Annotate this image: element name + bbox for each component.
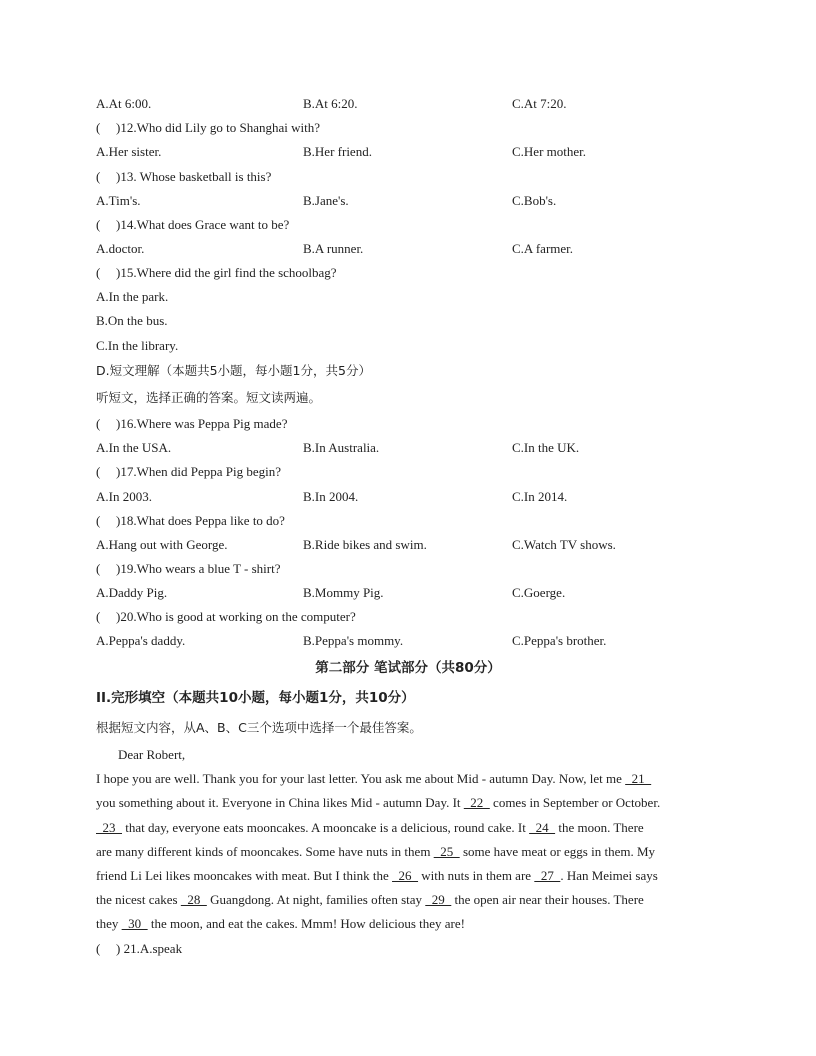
section-ii-instruction: 根据短文内容，从A、B、C三个选项中选择一个最佳答案。	[96, 720, 422, 735]
q15-option-a: A.In the park.	[96, 289, 169, 304]
answer-paren: (	[96, 217, 101, 232]
blank-21: 21	[625, 771, 652, 786]
blank-23: 23	[96, 820, 122, 835]
letter-text: the moon. There	[555, 820, 644, 835]
q11-option-c: C.At 7:20.	[512, 96, 567, 111]
letter-text: the moon, and eat the cakes. Mmm! How delicious they are!	[147, 916, 465, 931]
q13-option-c: C.Bob's.	[512, 193, 557, 208]
answer-paren: (	[96, 561, 101, 576]
q18-option-c: C.Watch TV shows.	[512, 537, 616, 552]
question-text: )15.Where did the girl find the schoolbag?	[116, 265, 337, 280]
q15-option-b: B.On the bus.	[96, 313, 168, 328]
question-20	[96, 609, 356, 625]
letter-line	[96, 820, 644, 836]
letter-line	[96, 916, 465, 932]
q19-option-c: C.Goerge.	[512, 585, 566, 600]
q11-option-b: B.At 6:20.	[303, 96, 358, 111]
blank-22: 22	[463, 795, 490, 810]
letter-text: they	[96, 916, 122, 931]
question-text: )13. Whose basketball is this?	[116, 169, 272, 184]
answer-paren: (	[96, 941, 101, 956]
q20-option-c: C.Peppa's brother.	[512, 633, 607, 648]
q19-option-a: A.Daddy Pig.	[96, 585, 168, 600]
q17-option-b: B.In 2004.	[303, 489, 359, 504]
blank-24: 24	[529, 820, 556, 835]
letter-text: some have meat or eggs in them. My	[459, 844, 656, 859]
letter-text: . Han Meimei says	[560, 868, 658, 883]
question-16	[96, 416, 287, 432]
question-text: )17.When did Peppa Pig begin?	[116, 464, 281, 479]
q20-option-a: A.Peppa's daddy.	[96, 633, 186, 648]
question-text: )12.Who did Lily go to Shanghai with?	[116, 120, 321, 135]
question-19	[96, 561, 281, 577]
answer-paren: (	[96, 120, 101, 135]
q14-option-b: B.A runner.	[303, 241, 364, 256]
answer-paren: (	[96, 169, 101, 184]
question-12	[96, 120, 320, 136]
q14-option-c: C.A farmer.	[512, 241, 574, 256]
letter-text: you something about it. Everyone in China likes Mid - autumn Day. It	[96, 795, 464, 810]
blank-30: 30	[121, 916, 148, 931]
letter-line	[96, 844, 655, 860]
blank-27: 27	[534, 868, 561, 883]
answer-paren: (	[96, 265, 101, 280]
question-21	[96, 941, 182, 957]
question-17	[96, 464, 281, 480]
q11-option-a: A.At 6:00.	[96, 96, 152, 111]
q19-option-b: B.Mommy Pig.	[303, 585, 384, 600]
answer-paren: (	[96, 416, 101, 431]
letter-line	[96, 868, 658, 884]
question-14	[96, 217, 289, 233]
q13-option-a: A.Tim's.	[96, 193, 141, 208]
letter-line	[96, 892, 644, 908]
letter-text: the open air near their houses. There	[451, 892, 644, 907]
letter-text: I hope you are well. Thank you for your last letter. You ask me about Mid - autumn Day. Now, let me	[96, 771, 626, 786]
letter-text: friend Li Lei likes mooncakes with meat. But I think the	[96, 868, 393, 883]
blank-26: 26	[392, 868, 419, 883]
q16-option-c: C.In the UK.	[512, 440, 580, 455]
q14-option-a: A.doctor.	[96, 241, 145, 256]
letter-text: are many different kinds of mooncakes. Some have nuts in them	[96, 844, 434, 859]
section-d-instruction: 听短文，选择正确的答案。短文读两遍。	[96, 390, 322, 405]
section-ii-title: II.完形填空（本题共10小题，每小题1分，共10分）	[96, 690, 415, 706]
q12-option-b: B.Her friend.	[303, 144, 372, 159]
q20-option-b: B.Peppa's mommy.	[303, 633, 404, 648]
blank-25: 25	[433, 844, 460, 859]
question-15	[96, 265, 337, 281]
q17-option-a: A.In 2003.	[96, 489, 152, 504]
q15-option-c: C.In the library.	[96, 338, 179, 353]
blank-29: 29	[425, 892, 452, 907]
question-text: )19.Who wears a blue T - shirt?	[116, 561, 281, 576]
question-18	[96, 513, 285, 529]
q18-option-a: A.Hang out with George.	[96, 537, 228, 552]
answer-paren: (	[96, 464, 101, 479]
question-text: ) 21.A.speak	[116, 941, 183, 956]
letter-text: that day, everyone eats mooncakes. A mooncake is a delicious, round cake. It	[122, 820, 530, 835]
section-d-title: D.短文理解（本题共5小题，每小题1分，共5分）	[96, 363, 371, 378]
question-text: )14.What does Grace want to be?	[116, 217, 290, 232]
part-two-title: 第二部分 笔试部分（共80分）	[315, 660, 501, 676]
q13-option-b: B.Jane's.	[303, 193, 349, 208]
answer-paren: (	[96, 609, 101, 624]
blank-28: 28	[180, 892, 207, 907]
letter-text: comes in September or October.	[489, 795, 661, 810]
question-text: )20.Who is good at working on the computer?	[116, 609, 356, 624]
letter-text: with nuts in them are	[418, 868, 535, 883]
q16-option-a: A.In the USA.	[96, 440, 172, 455]
question-text: )16.Where was Peppa Pig made?	[116, 416, 288, 431]
letter-text: the nicest cakes	[96, 892, 181, 907]
letter-line	[96, 771, 651, 787]
answer-paren: (	[96, 513, 101, 528]
q18-option-b: B.Ride bikes and swim.	[303, 537, 427, 552]
question-text: )18.What does Peppa like to do?	[116, 513, 285, 528]
q12-option-c: C.Her mother.	[512, 144, 587, 159]
q17-option-c: C.In 2014.	[512, 489, 568, 504]
q16-option-b: B.In Australia.	[303, 440, 380, 455]
question-13	[96, 169, 271, 185]
letter-line	[96, 795, 660, 811]
letter-greeting: Dear Robert,	[118, 747, 186, 762]
letter-text: Guangdong. At night, families often stay	[206, 892, 426, 907]
q12-option-a: A.Her sister.	[96, 144, 162, 159]
